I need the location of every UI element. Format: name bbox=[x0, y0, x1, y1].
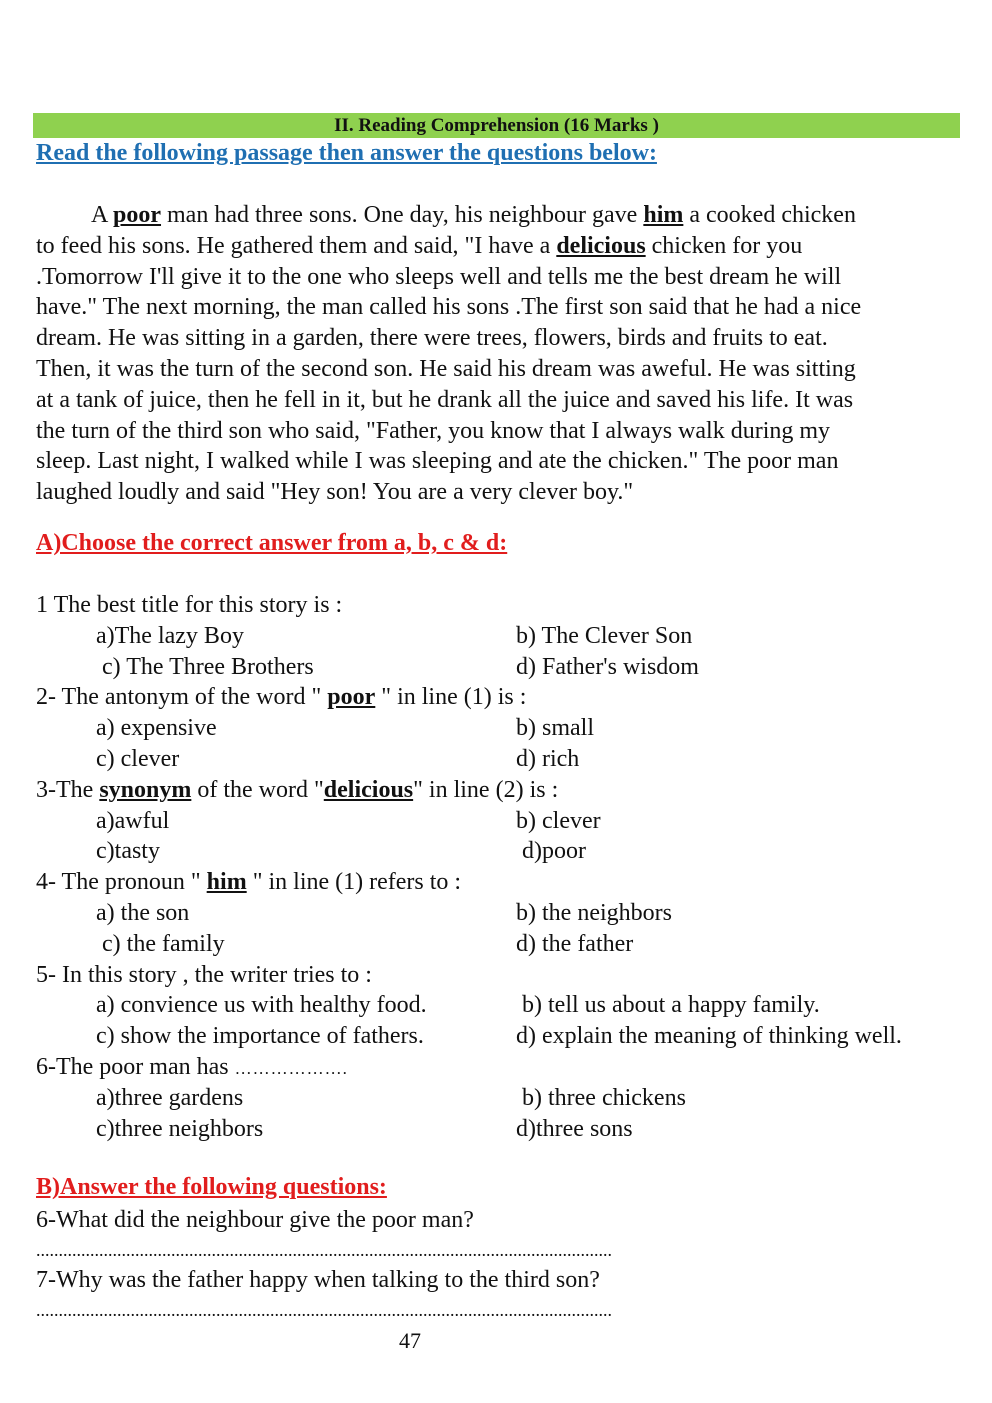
page-number: 47 bbox=[399, 1328, 421, 1353]
option-b[interactable]: b) The Clever Son bbox=[516, 622, 693, 649]
instruction-heading: Read the following passage then answer the questions below: bbox=[36, 140, 657, 166]
option-d[interactable]: d) rich bbox=[516, 745, 580, 772]
passage-line: at a tank of juice, then he fell in it, but he drank all the juice and saved his life. It was bbox=[36, 386, 854, 413]
option-a[interactable]: a)three gardens bbox=[96, 1084, 244, 1111]
option-b[interactable]: b) three chickens bbox=[516, 1084, 686, 1111]
option-b[interactable]: b) tell us about a happy family. bbox=[516, 992, 820, 1019]
keyword-him: him bbox=[206, 869, 247, 896]
option-row bbox=[36, 621, 966, 652]
option-row bbox=[36, 806, 966, 837]
passage-line: to feed his sons. He gathered them and said, "I have a delicious chicken for you bbox=[36, 232, 803, 259]
blank-line[interactable]: ………………. bbox=[234, 1058, 348, 1078]
option-c[interactable]: c)tasty bbox=[96, 838, 160, 865]
option-d[interactable]: d) explain the meaning of thinking well. bbox=[516, 1023, 902, 1050]
option-row bbox=[36, 898, 966, 929]
passage-line: sleep. Last night, I walked while I was sleeping and ate the chicken." The poor man bbox=[36, 448, 839, 475]
option-a[interactable]: a) the son bbox=[96, 899, 190, 926]
question-stem: 5- In this story , the writer tries to : bbox=[36, 961, 372, 988]
answer-line[interactable]: ................................................................................................................................ bbox=[36, 1300, 612, 1320]
option-row bbox=[36, 929, 966, 960]
open-question: 7-Why was the father happy when talking to the third son? bbox=[36, 1267, 600, 1293]
keyword-synonym: synonym bbox=[99, 776, 192, 803]
option-row bbox=[36, 990, 966, 1021]
option-row bbox=[36, 1083, 966, 1114]
question-stem: 1 The best title for this story is : bbox=[36, 592, 343, 618]
option-c[interactable]: c) the family bbox=[96, 930, 225, 957]
passage-line: the turn of the third son who said, "Father, you know that I always walk during my bbox=[36, 417, 831, 444]
keyword-him: him bbox=[643, 202, 684, 228]
option-d[interactable]: d)three sons bbox=[516, 1115, 633, 1142]
question-stem: 2- The antonym of the word " poor " in line (1) is : bbox=[36, 684, 527, 711]
keyword-delicious: delicious bbox=[323, 776, 414, 803]
section-a-title: A)Choose the correct answer from a, b, c & d: bbox=[36, 530, 508, 556]
option-row bbox=[36, 1114, 966, 1145]
section-b-title: B)Answer the following questions: bbox=[36, 1174, 387, 1200]
open-question: 6-What did the neighbour give the poor man? bbox=[36, 1207, 474, 1233]
option-d[interactable]: d) the father bbox=[516, 930, 634, 957]
option-a[interactable]: a)awful bbox=[96, 807, 170, 834]
keyword-delicious: delicious bbox=[556, 232, 646, 259]
option-b[interactable]: b) small bbox=[516, 715, 594, 742]
option-row bbox=[36, 713, 966, 744]
option-c[interactable]: c) clever bbox=[96, 745, 180, 772]
passage-line: laughed loudly and said "Hey son! You are a very clever boy." bbox=[36, 479, 634, 506]
option-row bbox=[36, 652, 966, 683]
option-a[interactable]: a) convience us with healthy food. bbox=[96, 992, 427, 1019]
section-header: II. Reading Comprehension (16 Marks ) bbox=[33, 113, 960, 138]
option-c[interactable]: c) The Three Brothers bbox=[96, 653, 314, 680]
option-c[interactable]: c) show the importance of fathers. bbox=[96, 1023, 424, 1050]
multiple-choice-section bbox=[36, 590, 966, 1144]
passage-line: have." The next morning, the man called his sons .The first son said that he had a nice bbox=[36, 294, 862, 321]
option-c[interactable]: c)three neighbors bbox=[96, 1115, 264, 1142]
keyword-poor: poor bbox=[327, 684, 376, 711]
option-b[interactable]: b) clever bbox=[516, 807, 601, 834]
option-d[interactable]: d) Father's wisdom bbox=[516, 653, 699, 680]
passage-line: A poor man had three sons. One day, his neighbour gave him a cooked chicken bbox=[91, 202, 856, 228]
option-row bbox=[36, 1021, 966, 1052]
option-row bbox=[36, 744, 966, 775]
question-stem: 6-The poor man has ………………. bbox=[36, 1053, 348, 1080]
option-row bbox=[36, 836, 966, 867]
option-b[interactable]: b) the neighbors bbox=[516, 899, 672, 926]
question-stem: 4- The pronoun " him " in line (1) refers to : bbox=[36, 869, 462, 896]
question-stem: 3-The synonym of the word "delicious" in line (2) is : bbox=[36, 776, 559, 803]
answer-line[interactable]: ................................................................................................................................ bbox=[36, 1240, 612, 1260]
passage-line: dream. He was sitting in a garden, there were trees, flowers, birds and fruits to eat. bbox=[36, 325, 828, 352]
option-d[interactable]: d)poor bbox=[516, 838, 586, 865]
open-questions-section bbox=[36, 1205, 966, 1325]
keyword-poor: poor bbox=[113, 202, 162, 228]
option-a[interactable]: a)The lazy Boy bbox=[96, 622, 244, 649]
passage-line: Then, it was the turn of the second son. He said his dream was aweful. He was sitting bbox=[36, 355, 856, 382]
passage-line: .Tomorrow I'll give it to the one who sleeps well and tells me the best dream he will bbox=[36, 263, 842, 290]
reading-passage bbox=[36, 200, 956, 508]
option-a[interactable]: a) expensive bbox=[96, 715, 217, 742]
